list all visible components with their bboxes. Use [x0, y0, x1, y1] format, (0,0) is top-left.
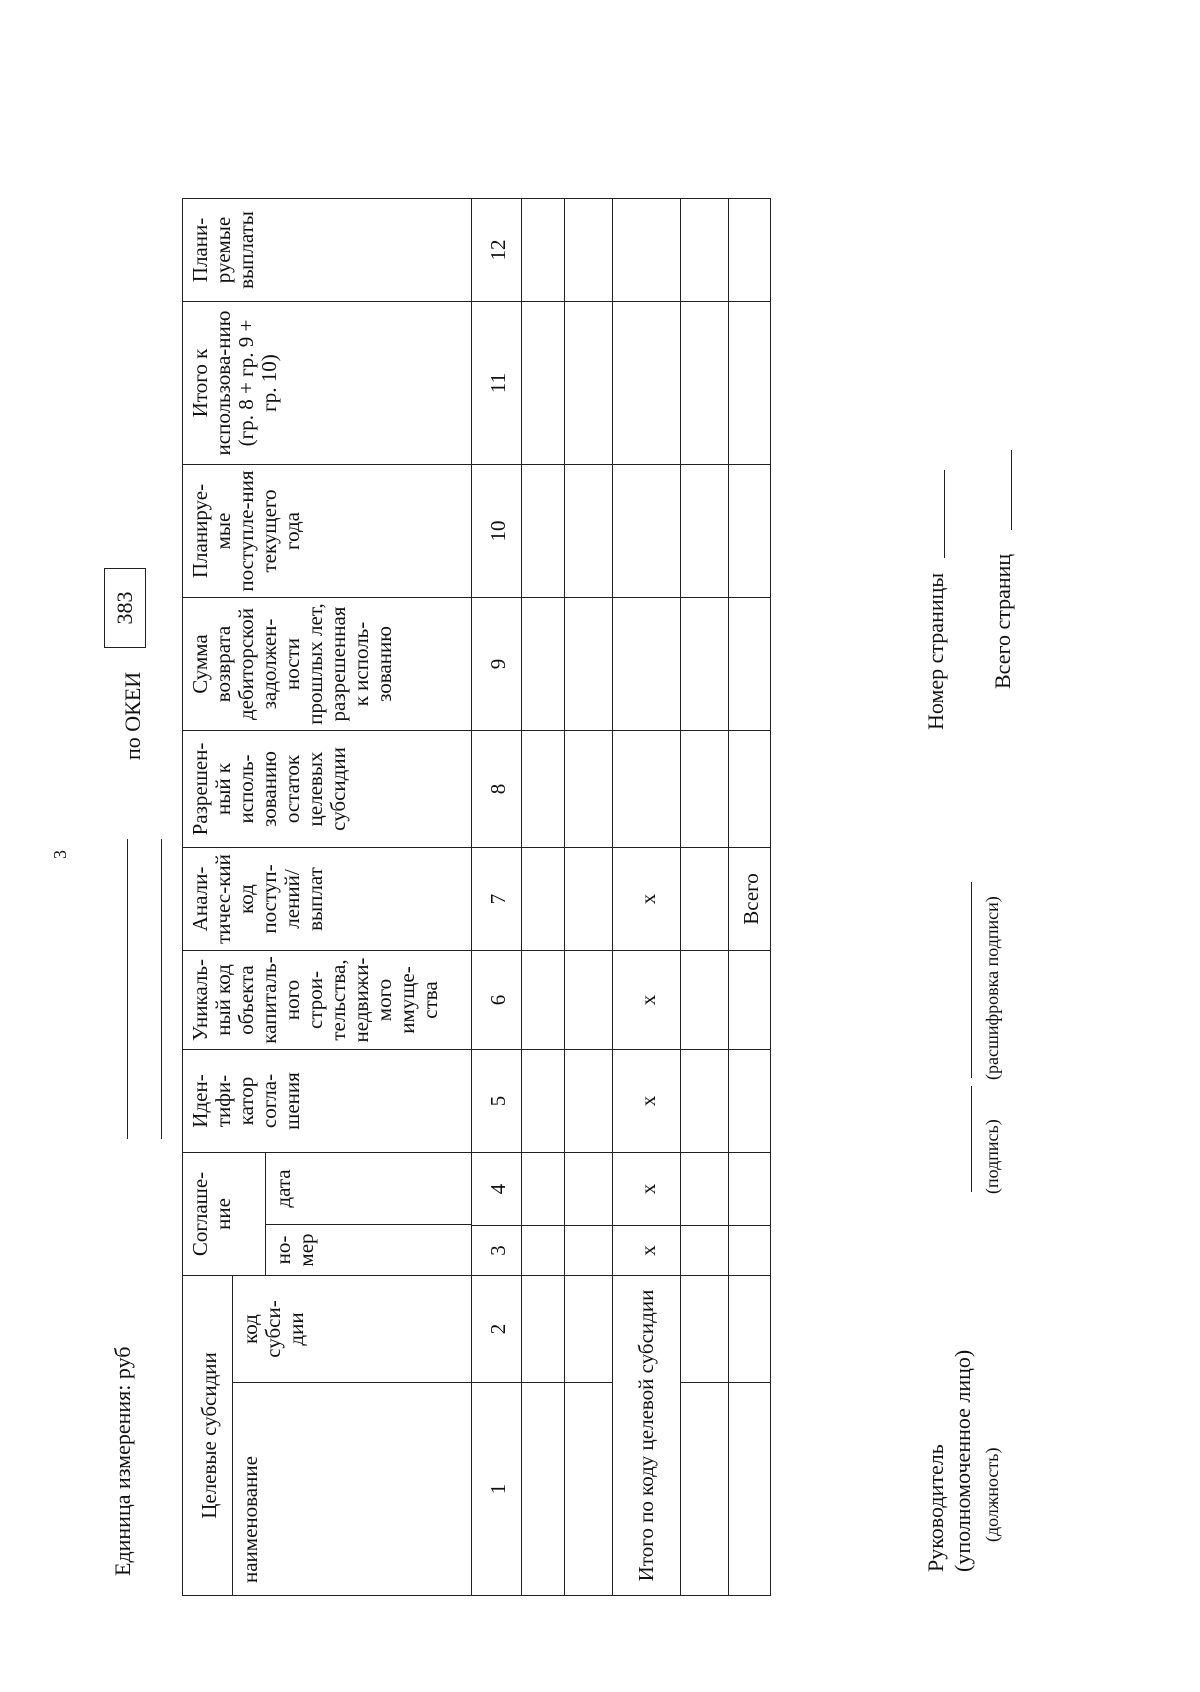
page-no-label: Номер страницы — [923, 572, 948, 730]
header-planned-payments: Плани-руемые выплаты — [183, 199, 472, 302]
authorized-person-label: (уполномоченное лицо) — [950, 1349, 975, 1572]
total-label: Всего — [729, 848, 771, 951]
colnum-9: 9 — [472, 598, 522, 731]
header-agreement-id: Иден-тифи-катор согла-шения — [183, 1050, 472, 1153]
okei-code: 383 — [104, 568, 146, 648]
table-row — [522, 199, 565, 1596]
subtotal-mark-6: х — [613, 951, 681, 1050]
colnum-4: 4 — [472, 1153, 522, 1226]
header-analytic-code: Анали-тичес-кий код поступ-лений/ выплат — [183, 848, 472, 951]
position-caption: (должность) — [982, 1447, 1002, 1542]
decoding-line — [971, 882, 972, 1078]
okei-label: по ОКЕИ — [120, 671, 145, 760]
head-label: Руководитель — [923, 1444, 948, 1572]
header-subsidy-code: код субси-дии — [233, 1276, 472, 1383]
header-total-use: Итого к использова-нию (гр. 8 + гр. 9 + гр. 10) — [183, 302, 472, 465]
subsidy-table — [182, 198, 771, 1596]
header-date: дата — [271, 1169, 295, 1208]
colnum-11: 11 — [472, 302, 522, 465]
header-name: наименование — [233, 1383, 472, 1596]
header-number: но-мер — [266, 1224, 471, 1275]
header-targeted-subsidies: Целевые субсидии — [183, 1276, 233, 1596]
subtotal-row — [613, 199, 681, 1596]
subtotal-label: Итого по коду целевой субсидии — [613, 1276, 681, 1596]
header-planned-income: Планируе-мые поступле-ния текущего года — [183, 465, 472, 598]
signature-caption: (подпись) — [982, 1119, 1002, 1194]
page-number: 3 — [50, 850, 70, 859]
subtotal-mark-7: х — [613, 848, 681, 951]
subtotal-mark-5: х — [613, 1050, 681, 1153]
header-debt-return: Сумма возврата дебиторской задолжен-ности прошлых лет, разрешенная к исполь-зованию — [183, 598, 472, 731]
unit-line-2 — [161, 839, 162, 1139]
colnum-5: 5 — [472, 1050, 522, 1153]
header-object-code: Уникаль-ный код объекта капиталь-ного строи-тельства, недвижи-мого имуще-ства — [183, 951, 472, 1050]
header-agreement: Соглаше-ние — [183, 1153, 266, 1275]
total-pages-label: Всего страниц — [990, 553, 1015, 689]
colnum-7: 7 — [472, 848, 522, 951]
subtotal-mark-3: х — [613, 1226, 681, 1276]
signature-line — [971, 1086, 972, 1192]
colnum-8: 8 — [472, 731, 522, 848]
colnum-12: 12 — [472, 199, 522, 302]
colnum-1: 1 — [472, 1383, 522, 1596]
colnum-3: 3 — [472, 1226, 522, 1276]
header-allowed-balance: Разрешен-ный к исполь-зованию остаток целевых субсидии — [183, 731, 472, 848]
colnum-2: 2 — [472, 1276, 522, 1383]
decoding-caption: (расшифровка подписи) — [982, 896, 1002, 1080]
header-agreement-block — [183, 1153, 472, 1276]
unit-label: Единица измерения: руб — [110, 1346, 135, 1576]
total-row — [729, 199, 771, 1596]
colnum-6: 6 — [472, 951, 522, 1050]
page-no-line — [944, 470, 945, 558]
unit-line-1 — [127, 839, 128, 1139]
colnum-10: 10 — [472, 465, 522, 598]
total-pages-line — [1011, 450, 1012, 530]
subtotal-mark-4: х — [613, 1153, 681, 1226]
table-row — [681, 199, 729, 1596]
table-row — [565, 199, 613, 1596]
